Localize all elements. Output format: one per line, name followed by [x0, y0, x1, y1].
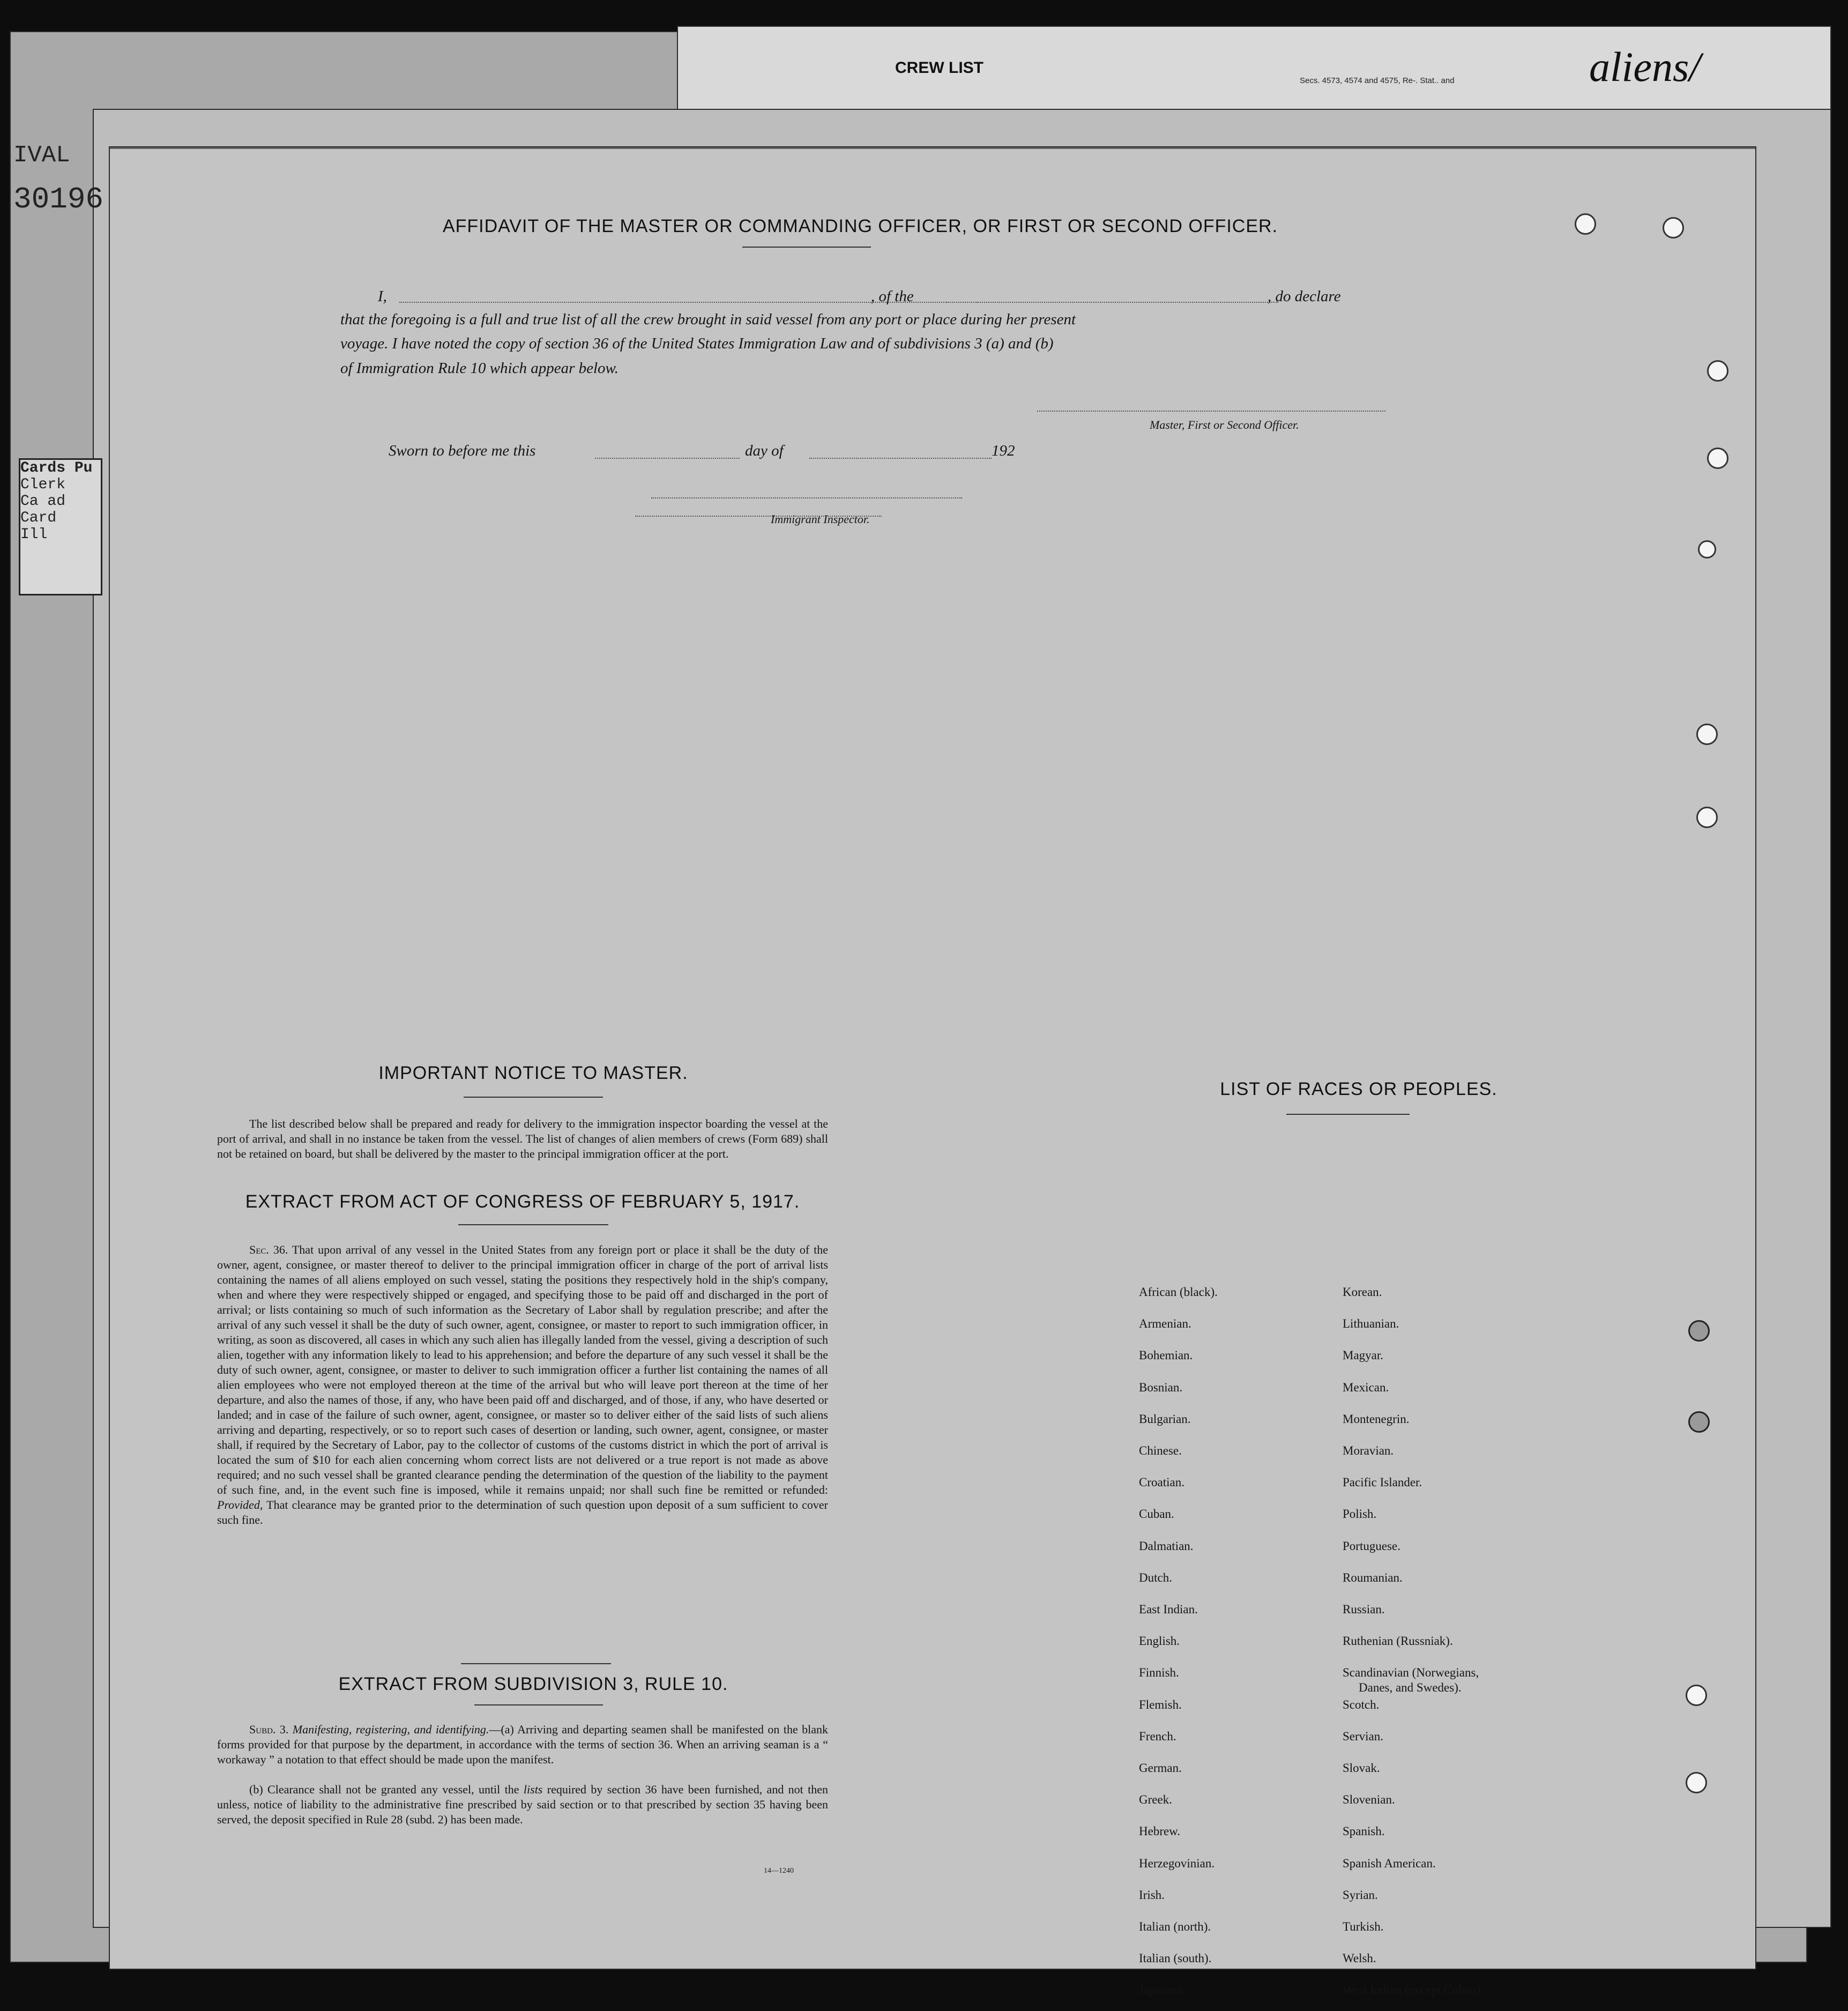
- binder-hole: [1686, 1772, 1707, 1793]
- race-item: Mexican.: [1343, 1380, 1389, 1394]
- race-item: African (black).: [1139, 1285, 1218, 1299]
- binder-hole: [1707, 360, 1728, 382]
- para-a-label: —(a): [489, 1723, 514, 1736]
- race-item: Spanish American.: [1343, 1856, 1436, 1870]
- race-item: Montenegrin.: [1343, 1412, 1410, 1426]
- binder-hole: [1663, 217, 1684, 239]
- race-item: Bulgarian.: [1139, 1412, 1191, 1426]
- stamp-number: 30196: [13, 182, 104, 217]
- binder-hole: [1707, 448, 1728, 469]
- race-item: Moravian.: [1343, 1444, 1394, 1457]
- signature-blank: [1037, 411, 1385, 412]
- inspector-blank-top: [651, 497, 962, 498]
- race-item: Polish.: [1343, 1507, 1377, 1521]
- notice-heading: IMPORTANT NOTICE TO MASTER.: [378, 1063, 688, 1083]
- race-item: Turkish.: [1343, 1920, 1384, 1933]
- race-item: Chinese.: [1139, 1444, 1182, 1457]
- race-item: West Indian (except Cuban): [1343, 1983, 1480, 1997]
- sworn-day-label: day of: [745, 442, 784, 459]
- rule-extract-heading: EXTRACT FROM SUBDIVISION 3, RULE 10.: [338, 1674, 728, 1694]
- race-item: Roumanian.: [1343, 1570, 1403, 1584]
- vessel-blank: [946, 302, 1278, 303]
- race-item: Scandinavian (Norwegians,: [1343, 1666, 1479, 1680]
- act-extract-heading: EXTRACT FROM ACT OF CONGRESS OF FEBRUARY 5, 1917.: [245, 1191, 800, 1212]
- race-item: East Indian.: [1139, 1603, 1198, 1616]
- para-b-lists: lists: [523, 1783, 543, 1796]
- bleed-through-text: [389, 248, 401, 269]
- binder-hole: [1688, 1320, 1710, 1342]
- divider: [464, 1097, 603, 1098]
- race-item: Scotch.: [1343, 1697, 1380, 1711]
- provided-text: That clearance may be granted prior to the determination of such question upon deposit of a sum sufficient to cover such fine.: [217, 1498, 828, 1526]
- race-item: Greek.: [1139, 1793, 1172, 1807]
- cards-stamp: [19, 458, 102, 595]
- subd-title: Manifesting, registering, and identifying.: [292, 1723, 489, 1736]
- para-a-text: Arriving and departing seamen shall be manifested on the blank forms provided for that purpose by the department, in accordance with the terms of section 36. When an arriving seaman is a “ workaway ” a notation to that effect should be made upon the manifest.: [217, 1723, 829, 1766]
- race-item: Japanese.: [1139, 1983, 1186, 1997]
- race-item: Cuban.: [1139, 1507, 1174, 1521]
- race-item: Ruthenian (Russniak).: [1343, 1634, 1453, 1648]
- crew-list-sheet: [678, 27, 1830, 118]
- divider: [742, 247, 871, 248]
- race-item: Portuguese.: [1343, 1539, 1400, 1553]
- race-item: Pacific Islander.: [1343, 1476, 1422, 1489]
- binder-hole: [1696, 807, 1718, 828]
- race-item: Dutch.: [1139, 1570, 1172, 1584]
- stamp-top: IVAL: [13, 142, 70, 169]
- affidavit-declare: , do declare: [1268, 288, 1341, 305]
- binder-hole: [1575, 213, 1596, 235]
- races-heading: LIST OF RACES OR PEOPLES.: [1220, 1079, 1497, 1099]
- cards-stamp-line: Cards Pu: [20, 460, 93, 476]
- divider: [461, 1663, 611, 1664]
- race-item: Welsh.: [1343, 1952, 1376, 1965]
- race-item: Dalmatian.: [1139, 1539, 1194, 1553]
- binder-hole: [1696, 724, 1718, 745]
- handwritten-aliens-note: aliens/: [1589, 43, 1701, 90]
- act-extract-body: [217, 1242, 828, 1528]
- race-scandinavian-continued: Danes, and Swedes).: [1359, 1681, 1462, 1695]
- section-36-text: That upon arrival of any vessel in the United States from any foreign port or place it shall be the duty of the owner, agent, consignee, or master thereof to deliver to the principal immigration officer in charge of the port of arrival lists containing the names of all aliens employed on such vessel, stating the positions they respectively hold in the ship's company, when and where they were respectively shipped or engaged, and specifying those to be paid off and discharged in the port of arrival; or lists containing so much of such information as the Secretary of Labor shall by regulation prescribe; and after the arrival of any such vessel it shall be the duty of such owner, agent, consignee, or master to report to such immigration officer, in writing, as soon as discovered, all cases in which any such alien has illegally landed from the vessel, giving a description of such alien, together with any information likely to lead to his apprehension; and before the departure of any such vessel it shall be the duty of such owner, agent, consignee, or master to deliver to such immigration officer a further list containing the names of all alien employees who were not employed thereon at the time of the arrival but who will leave port thereon at the time of her departure, and also the names of those, if any, who have been paid off and discharged, and of those, if any, who have deserted or landed; and in case of the failure of such owner, agent, consignee, or master so to deliver either of the said lists of such aliens arriving and departing, respectively, or so to report such cases of desertion or landing, such owner, agent, consignee, or master shall, if required by the Secretary of Labor, pay to the collector of customs of the customs district in which the port of arrival is located the sum of $10 for each alien concerning whom correct lists are not delivered or a true report is not made as above required; and no such vessel shall be granted clearance pending the determination of the question of the liability to the payment of such fine, and, in the event such fine is imposed, while it remains unpaid; nor shall such fine be remitted or refunded:: [217, 1243, 828, 1496]
- sworn-month-blank: [809, 458, 992, 459]
- race-item: English.: [1139, 1634, 1180, 1648]
- race-item: Syrian.: [1343, 1888, 1378, 1902]
- affidavit-line4: of Immigration Rule 10 which appear below.: [340, 360, 619, 377]
- cards-stamp-line: Card: [20, 510, 57, 526]
- binder-hole: [1686, 1685, 1707, 1706]
- affidavit-sheet: [110, 147, 1755, 1997]
- race-item: Servian.: [1343, 1729, 1384, 1743]
- para-b-label: (b): [249, 1783, 263, 1796]
- para-b-text-2: required by section 36 have been furnished, and not then unless, notice of liability to the administrative fine prescribed by said section or to that prescribed by section 35 having been served, the deposit specified in Rule 28 (subd. 2) has been made.: [217, 1783, 829, 1826]
- divider: [474, 1704, 603, 1705]
- section-label: Sec. 36.: [249, 1243, 288, 1256]
- affidavit-line3: voyage. I have noted the copy of section 36 of the United States Immigration Law and of subdivisions 3 (a) and (b): [340, 335, 1054, 352]
- provided-label: Provided,: [217, 1498, 263, 1511]
- subdivision-a: [217, 1722, 828, 1767]
- para-b-text-1: Clearance shall not be granted any vessel, until the: [267, 1783, 519, 1796]
- race-item: Lithuanian.: [1343, 1317, 1399, 1331]
- race-item: Bohemian.: [1139, 1349, 1193, 1362]
- crew-list-title: CREW LIST: [895, 59, 983, 77]
- affidavit-of-the: , of the: [871, 288, 914, 305]
- signature-label: Master, First or Second Officer.: [1150, 418, 1299, 431]
- race-item: Slovak.: [1343, 1761, 1380, 1775]
- notice-body: The list described below shall be prepared and ready for delivery to the immigration inspector boarding the vessel at the port of arrival, and shall in no instance be taken from the vessel. The list of changes of alien members of crews (Form 689) shall not be retained on board, but shall be delivered by the master to the principal immigration officer at the port.: [217, 1117, 828, 1160]
- race-item: French.: [1139, 1729, 1176, 1743]
- cards-stamp-line: Clerk: [20, 476, 66, 493]
- binder-hole: [1688, 1411, 1710, 1433]
- race-item: Flemish.: [1139, 1697, 1182, 1711]
- divider: [458, 1224, 608, 1225]
- race-item: Hebrew.: [1139, 1824, 1181, 1838]
- race-item: Irish.: [1139, 1888, 1165, 1902]
- inspector-label: Immigrant Inspector.: [771, 512, 870, 526]
- sections-reference: Secs. 4573, 4574 and 4575, Re-. Stat.. and: [1300, 76, 1455, 85]
- subdivision-b: [217, 1782, 828, 1827]
- race-item: Russian.: [1343, 1603, 1385, 1616]
- affidavit-i: I,: [378, 288, 387, 305]
- sworn-day-blank: [595, 458, 740, 459]
- race-item: Finnish.: [1139, 1666, 1179, 1680]
- subd-label: Subd. 3.: [249, 1723, 289, 1736]
- binder-hole: [1698, 540, 1716, 558]
- race-item: Armenian.: [1139, 1317, 1191, 1331]
- race-item: German.: [1139, 1761, 1182, 1775]
- cards-stamp-line: Ill: [20, 526, 48, 543]
- sworn-year: 192: [992, 442, 1015, 459]
- affidavit-heading: AFFIDAVIT OF THE MASTER OR COMMANDING OFFICER, OR FIRST OR SECOND OFFICER.: [442, 216, 1278, 236]
- race-item: Magyar.: [1343, 1349, 1384, 1362]
- affidavit-line2: that the foregoing is a full and true list of all the crew brought in said vessel from any port or place during her present: [340, 311, 1076, 328]
- race-item: Italian (south).: [1139, 1952, 1212, 1965]
- race-item: Croatian.: [1139, 1476, 1184, 1489]
- race-item: Bosnian.: [1139, 1380, 1183, 1394]
- divider: [1286, 1114, 1410, 1115]
- cards-stamp-line: Ca ad: [20, 493, 66, 510]
- race-item: Spanish.: [1343, 1824, 1385, 1838]
- form-number: 14—1240: [764, 1867, 794, 1875]
- race-item: Slovenian.: [1343, 1793, 1395, 1807]
- race-item: Herzegovinian.: [1139, 1856, 1215, 1870]
- sworn-prefix: Sworn to before me this: [389, 442, 536, 459]
- race-item: Italian (north).: [1139, 1920, 1211, 1933]
- race-item: Korean.: [1343, 1285, 1382, 1299]
